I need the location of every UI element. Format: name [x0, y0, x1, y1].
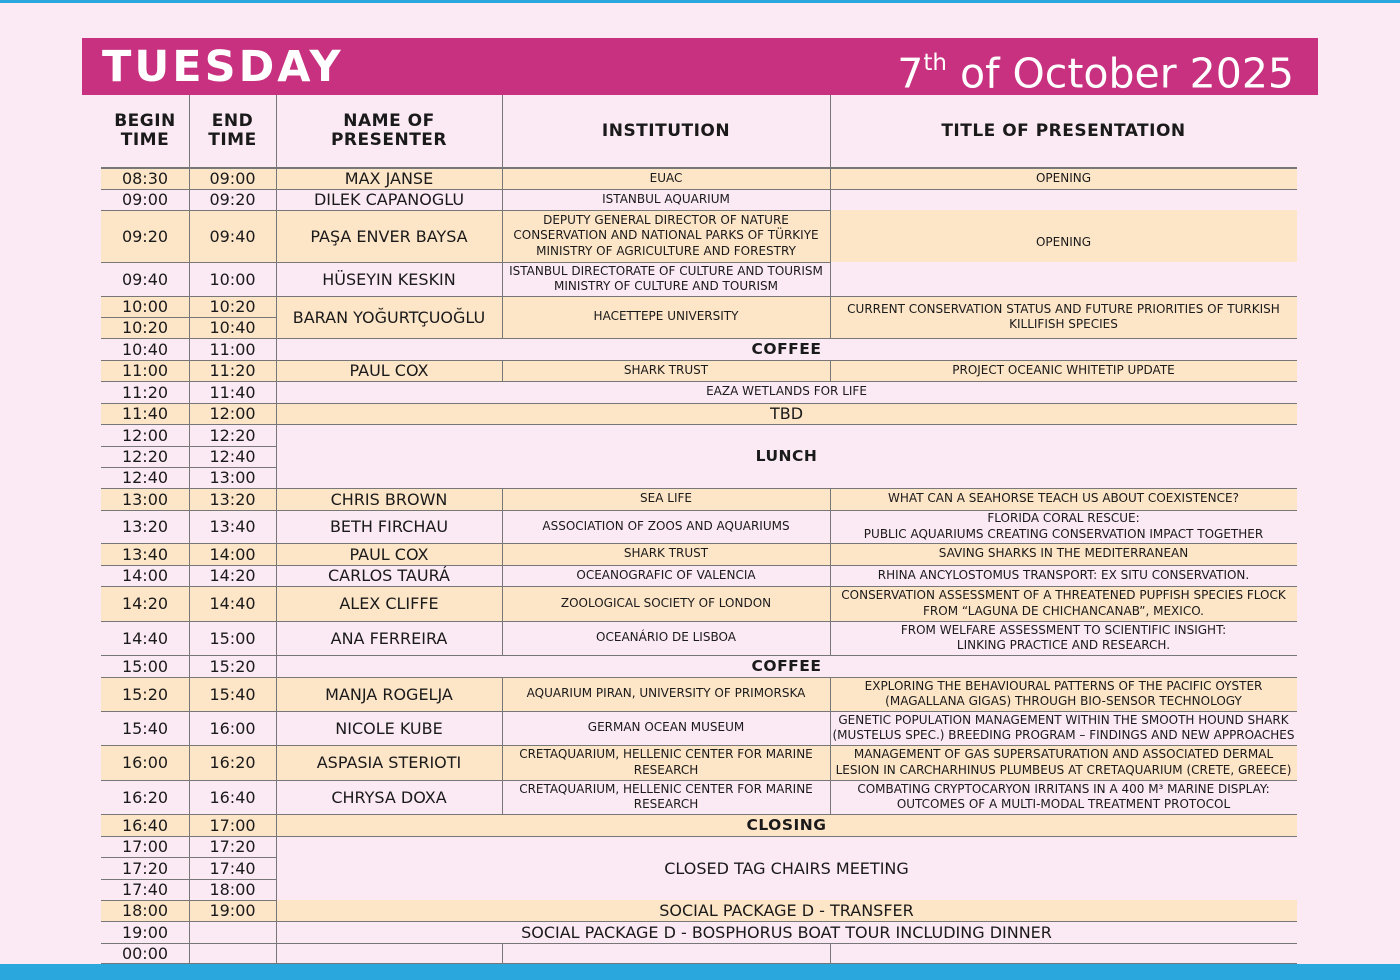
lunch-break: LUNCH [755, 447, 818, 465]
header-title: TITLE OF PRESENTATION [941, 120, 1186, 141]
title-cell: CURRENT CONSERVATION STATUS AND FUTURE PRIORITIES OF TURKISH KILLIFISH SPECIES [847, 301, 1280, 331]
institution-cell: OCEANÁRIO DE LISBOA [596, 630, 736, 645]
begin-time-cell: 09:40 [121, 269, 169, 289]
end-time-cell: 14:20 [209, 566, 256, 585]
column-rule [830, 943, 831, 963]
institution-cell: ZOOLOGICAL SOCIETY OF LONDON [560, 595, 772, 610]
end-time-cell: 15:20 [209, 656, 256, 676]
end-time-cell: 10:20 [209, 297, 256, 316]
eaza-wetlands-session: EAZA WETLANDS FOR LIFE [706, 384, 867, 399]
presenter-cell: PAUL COX [349, 544, 429, 564]
presenter-cell: ASPASIA STERIOTI [316, 753, 462, 772]
coffee-break: COFFEE [751, 340, 822, 358]
end-time-cell: 16:00 [209, 718, 256, 738]
closed-tag-chairs-meeting: CLOSED TAG CHAIRS MEETING [664, 858, 909, 878]
end-time-cell: 13:40 [209, 517, 256, 536]
begin-time-cell: 15:20 [121, 684, 169, 704]
day-banner [82, 38, 1318, 98]
presenter-cell: CARLOS TAURÁ [327, 566, 450, 585]
begin-time-cell: 10:00 [121, 297, 169, 316]
institution-cell: ISTANBUL DIRECTORATE OF CULTURE AND TOURISM MINISTRY OF CULTURE AND TOURISM [509, 263, 823, 293]
title-cell: MANAGEMENT OF GAS SUPERSATURATION AND ASSOCIATED DERMAL LESION IN CARCHARHINUS PLUMBEUS AT CRETAQUARIUM (CRETE, GREECE) [835, 747, 1292, 777]
institution-cell: SHARK TRUST [623, 362, 709, 377]
institution-cell: ISTANBUL AQUARIUM [602, 191, 730, 206]
begin-time-cell: 19:00 [121, 922, 169, 942]
begin-time-cell: 12:00 [121, 425, 169, 445]
institution-cell: SEA LIFE [640, 491, 692, 506]
presenter-cell: CHRIS BROWN [330, 489, 448, 509]
title-cell: WHAT CAN A SEAHORSE TEACH US ABOUT COEXISTENCE? [888, 491, 1239, 506]
institution-cell: HACETTEPE UNIVERSITY [593, 309, 739, 324]
end-time-cell: 16:40 [209, 787, 256, 807]
end-time-cell: 17:40 [209, 858, 256, 878]
end-time-cell: 12:40 [209, 447, 256, 466]
begin-time-cell: 10:40 [121, 339, 169, 359]
begin-time-cell: 08:30 [121, 169, 169, 188]
coffee-break: COFFEE [751, 657, 822, 675]
institution-cell: SHARK TRUST [623, 546, 709, 561]
end-time-cell: 09:20 [209, 190, 256, 209]
institution-cell: ASSOCIATION OF ZOOS AND AQUARIUMS [542, 518, 790, 533]
begin-time-cell: 13:00 [121, 489, 169, 509]
presenter-cell: BARAN YOĞURTÇUOĞLU [292, 307, 486, 327]
institution-cell: GERMAN OCEAN MUSEUM [587, 720, 745, 735]
institution-cell: DEPUTY GENERAL DIRECTOR OF NATURE CONSERVATION AND NATIONAL PARKS OF TÜRKIYE MINISTRY OF AGRICULTURE AND FORESTRY [513, 212, 819, 258]
title-cell: FLORIDA CORAL RESCUE: PUBLIC AQUARIUMS CREATING CONSERVATION IMPACT TOGETHER [863, 511, 1264, 541]
begin-time-cell: 09:00 [121, 190, 169, 209]
end-time-cell [189, 921, 276, 943]
begin-time-cell: 09:20 [121, 226, 169, 246]
presenter-cell: PAŞA ENVER BAYSA [310, 226, 468, 246]
begin-time-cell: 13:20 [121, 517, 169, 536]
title-cell: COMBATING CRYPTOCARYON IRRITANS IN A 400 M³ MARINE DISPLAY: OUTCOMES OF A MULTI-MODAL TREATMENT PROTOCOL [857, 781, 1270, 811]
begin-time-cell: 11:20 [121, 382, 169, 402]
header-institution: INSTITUTION [601, 120, 731, 141]
social-package-transfer: SOCIAL PACKAGE D - TRANSFER [659, 901, 914, 920]
end-time-cell: 10:00 [209, 269, 256, 289]
title-cell: OPENING [1035, 234, 1092, 249]
end-time-cell: 16:20 [209, 753, 256, 772]
header-end-time: END TIME [208, 111, 257, 150]
end-time-cell: 17:20 [209, 837, 256, 856]
end-time-cell: 13:20 [209, 489, 256, 509]
begin-time-cell: 17:00 [121, 837, 169, 856]
end-time-cell: 11:20 [209, 361, 256, 380]
begin-time-cell: 17:40 [121, 880, 169, 899]
bottom-accent-line [0, 964, 1400, 980]
end-time-cell: 15:00 [209, 628, 256, 648]
title-cell: GENETIC POPULATION MANAGEMENT WITHIN THE SMOOTH HOUND SHARK (MUSTELUS SPEC.) BREEDING PROGRAM – FINDINGS AND NEW APPROACHES [832, 712, 1295, 742]
presenter-cell: HÜSEYIN KESKIN [322, 269, 456, 289]
date-title: 7th of October 2025 [897, 49, 1294, 98]
column-rule [502, 943, 503, 963]
presenter-cell: DILEK CAPANOGLU [313, 190, 465, 209]
tbd-session: TBD [769, 404, 804, 423]
begin-time-cell: 00:00 [121, 943, 169, 963]
begin-time-cell: 11:00 [121, 361, 169, 380]
presenter-cell: MAX JANSE [344, 169, 434, 188]
end-time-cell: 09:00 [209, 169, 256, 188]
begin-time-cell: 16:20 [121, 787, 169, 807]
row-rule [101, 943, 1297, 944]
end-time-cell: 17:00 [209, 815, 256, 835]
begin-time-cell: 14:20 [121, 594, 169, 613]
closing-session: CLOSING [746, 816, 827, 834]
title-cell: SAVING SHARKS IN THE MEDITERRANEAN [938, 546, 1189, 561]
presenter-cell: BETH FIRCHAU [329, 517, 449, 536]
end-time-cell: 19:00 [209, 901, 256, 920]
title-cell: OPENING [1035, 170, 1092, 185]
day-title: TUESDAY [102, 42, 344, 92]
begin-time-cell: 12:20 [121, 447, 169, 466]
institution-cell: EUAC [649, 170, 683, 185]
top-accent-line [0, 0, 1400, 3]
end-time-cell: 14:40 [209, 594, 256, 613]
presenter-cell: PAUL COX [349, 361, 429, 380]
end-time-cell: 15:40 [209, 684, 256, 704]
presenter-cell: ALEX CLIFFE [339, 594, 439, 613]
begin-time-cell: 11:40 [121, 404, 169, 423]
end-time-cell: 14:00 [209, 544, 256, 564]
presenter-cell: ANA FERREIRA [330, 628, 448, 648]
begin-time-cell: 14:40 [121, 628, 169, 648]
end-time-cell: 09:40 [209, 226, 256, 246]
end-time-cell: 10:40 [209, 318, 256, 337]
begin-time-cell: 13:40 [121, 544, 169, 564]
title-cell: RHINA ANCYLOSTOMUS TRANSPORT: EX SITU CONSERVATION. [877, 567, 1250, 582]
begin-time-cell: 15:00 [121, 656, 169, 676]
title-cell: PROJECT OCEANIC WHITETIP UPDATE [952, 362, 1175, 377]
begin-time-cell: 16:00 [121, 753, 169, 772]
begin-time-cell: 10:20 [121, 318, 169, 337]
presenter-cell: MANJA ROGELJA [325, 684, 453, 704]
title-cell: FROM WELFARE ASSESSMENT TO SCIENTIFIC INSIGHT: LINKING PRACTICE AND RESEARCH. [900, 622, 1227, 652]
end-time-cell [189, 943, 276, 963]
begin-time-cell: 15:40 [121, 718, 169, 738]
presenter-cell: NICOLE KUBE [335, 718, 443, 738]
end-time-cell: 12:20 [209, 425, 256, 445]
begin-time-cell: 18:00 [121, 901, 169, 920]
institution-cell: AQUARIUM PIRAN, UNIVERSITY OF PRIMORSKA [526, 686, 806, 701]
title-cell: CONSERVATION ASSESSMENT OF A THREATENED PUPFISH SPECIES FLOCK FROM “LAGUNA DE CHICHANCANAB”, MEXICO. [841, 588, 1286, 618]
presenter-cell: CHRYSA DOXA [331, 787, 447, 807]
header-begin-time: BEGIN TIME [114, 111, 176, 150]
begin-time-cell: 16:40 [121, 815, 169, 835]
end-time-cell: 11:40 [209, 382, 256, 402]
institution-cell: OCEANOGRAFIC OF VALENCIA [576, 567, 756, 582]
begin-time-cell: 17:20 [121, 858, 169, 878]
end-time-cell: 18:00 [209, 880, 256, 899]
institution-cell: CRETAQUARIUM, HELLENIC CENTER FOR MARINE RESEARCH [519, 781, 813, 811]
begin-time-cell: 14:00 [121, 566, 169, 585]
end-time-cell: 13:00 [209, 468, 256, 487]
begin-time-cell: 12:40 [121, 468, 169, 487]
title-cell: EXPLORING THE BEHAVIOURAL PATTERNS OF THE PACIFIC OYSTER (MAGALLANA GIGAS) THROUGH BIO-SENSOR TECHNOLOGY [864, 678, 1263, 708]
end-time-cell: 12:00 [209, 404, 256, 423]
header-presenter: NAME OF PRESENTER [330, 111, 448, 150]
end-time-cell: 11:00 [209, 339, 256, 359]
institution-cell: CRETAQUARIUM, HELLENIC CENTER FOR MARINE RESEARCH [519, 747, 813, 777]
social-package-boat-tour: SOCIAL PACKAGE D - BOSPHORUS BOAT TOUR INCLUDING DINNER [521, 922, 1052, 942]
